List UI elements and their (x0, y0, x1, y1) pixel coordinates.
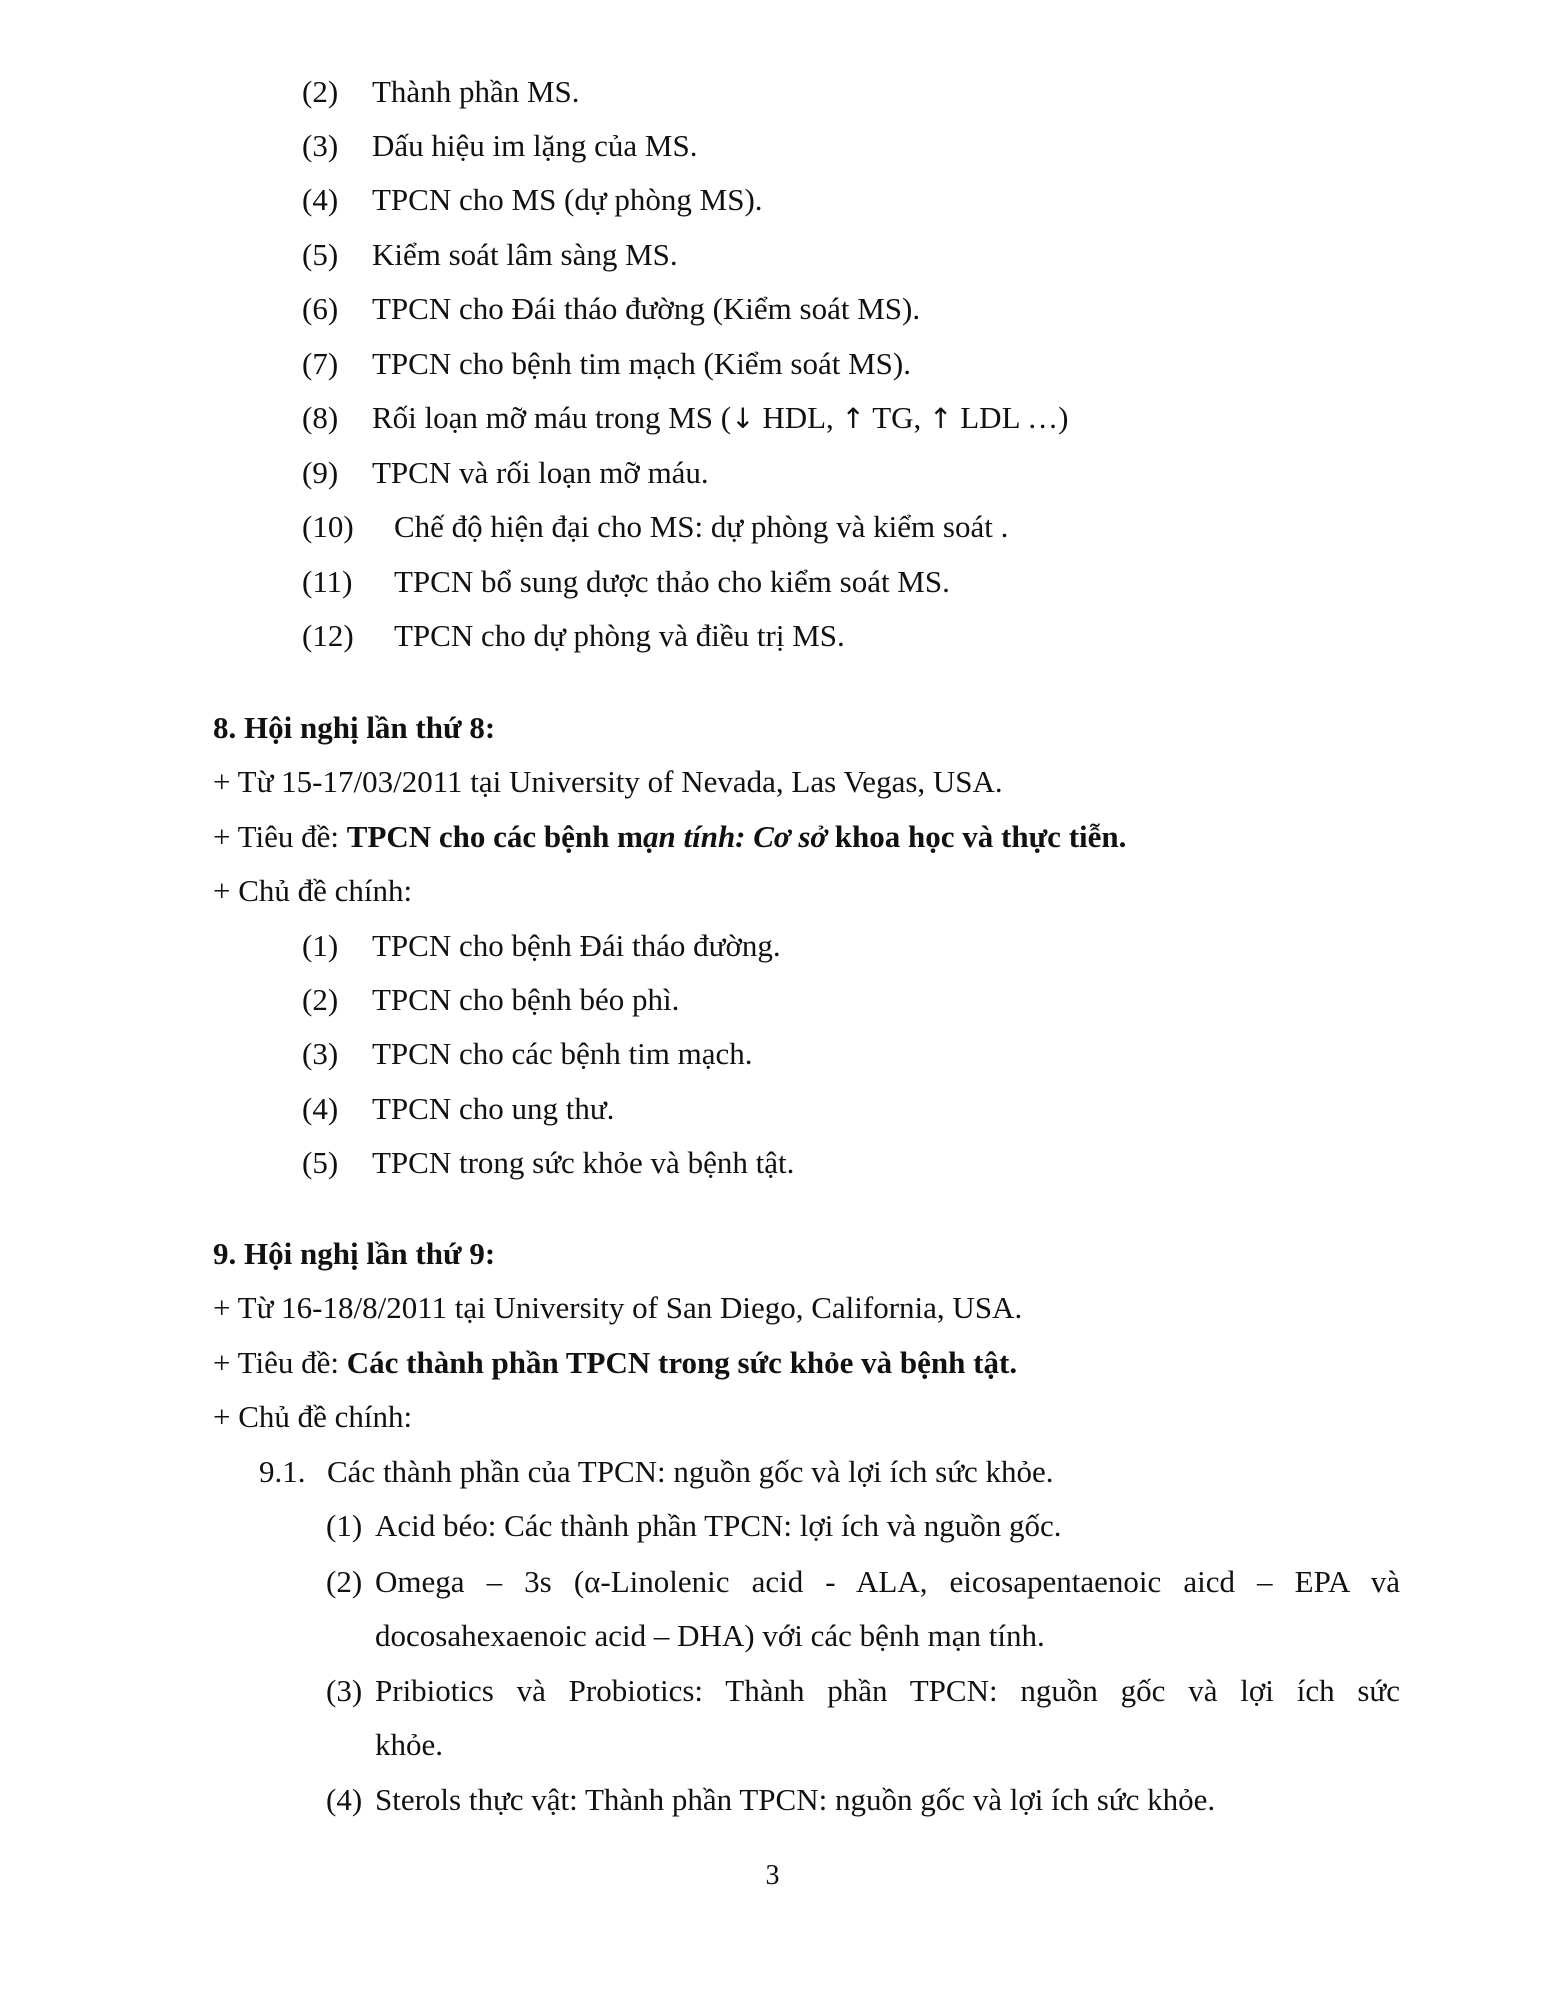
list-item (302, 126, 697, 166)
item-number: (4) (326, 1782, 363, 1817)
item-number: (8) (302, 400, 339, 435)
item-number: (3) (302, 128, 339, 163)
item-number: (11) (302, 564, 353, 599)
item-number: (1) (326, 1508, 363, 1543)
item-text: Acid béo: Các thành phần TPCN: lợi ích và nguồn gốc. (375, 1508, 1062, 1543)
item-text: TPCN cho dự phòng và điều trị MS. (394, 618, 845, 653)
item-text: Dấu hiệu im lặng của MS. (372, 128, 698, 163)
item-number: (1) (302, 928, 339, 963)
item-text: Rối loạn mỡ máu trong MS ( (372, 400, 732, 435)
list-item (302, 453, 709, 493)
item-number: (6) (302, 291, 339, 326)
list-item (302, 344, 911, 384)
list-item (302, 562, 950, 602)
section-9-date: + Từ 16-18/8/2011 tại University of San Diego, California, USA. (213, 1290, 1023, 1325)
item-text: Omega – 3s (α-Linolenic acid - ALA, eicosapentaenoic aicd – EPA và (375, 1564, 1400, 1599)
item-number: (4) (302, 1091, 339, 1126)
title-text: ạn tính: Cơ sở (642, 819, 828, 854)
list-item (326, 1506, 1062, 1546)
list-item (302, 1034, 753, 1074)
item-text: TPCN cho các bệnh tim mạch. (372, 1036, 753, 1071)
section-8-title (213, 817, 1126, 857)
item-number: (5) (302, 1145, 339, 1180)
list-item (302, 616, 845, 656)
subsection-9-1 (259, 1452, 1054, 1492)
item-text: TPCN trong sức khỏe và bệnh tật. (372, 1145, 795, 1180)
title-text: khoa học và thực tiễn. (827, 819, 1127, 854)
section-9-heading: 9. Hội nghị lần thứ 9: (213, 1236, 496, 1271)
arrow-up-icon: ↑ (841, 402, 866, 435)
title-text: Các thành phần TPCN trong sức khỏe và bệnh tật. (346, 1345, 1018, 1380)
list-item (302, 926, 781, 966)
page-number: 3 (765, 1860, 780, 1891)
list-item (302, 180, 763, 220)
item-number: (12) (302, 618, 354, 653)
list-item (326, 1780, 1215, 1820)
list-item (326, 1562, 1400, 1602)
item-text: Chế độ hiện đại cho MS: dự phòng và kiểm soát . (394, 509, 1009, 544)
item-text: LDL …) (952, 400, 1069, 435)
subsection-text: Các thành phần của TPCN: nguồn gốc và lợi ích sức khỏe. (327, 1454, 1054, 1489)
arrow-down-icon: ↓ (731, 402, 755, 435)
item-number: (3) (302, 1036, 339, 1071)
list-item (326, 1671, 1400, 1711)
item-text: TPCN cho bệnh Đái tháo đường. (372, 928, 781, 963)
title-label: + Tiêu đề: (213, 1345, 347, 1380)
list-item-continuation: khỏe. (375, 1727, 444, 1762)
list-item (302, 235, 678, 275)
list-item (302, 1089, 614, 1129)
list-item (302, 398, 1068, 439)
item-text: Sterols thực vật: Thành phần TPCN: nguồn gốc và lợi ích sức khỏe. (375, 1782, 1216, 1817)
item-number: (4) (302, 182, 339, 217)
item-number: (2) (326, 1564, 363, 1599)
list-item (302, 507, 1008, 547)
item-text: TPCN bổ sung dược thảo cho kiểm soát MS. (394, 564, 950, 599)
item-text: TPCN cho Đái tháo đường (Kiểm soát MS). (372, 291, 921, 326)
arrow-up-icon: ↑ (929, 402, 953, 435)
section-9-title (213, 1343, 1017, 1383)
item-number: (3) (326, 1673, 363, 1708)
item-number: (9) (302, 455, 339, 490)
item-text: TPCN cho MS (dự phòng MS). (372, 182, 763, 217)
item-text: Thành phần MS. (372, 74, 580, 109)
title-text: TPCN cho các bệnh m (346, 819, 643, 854)
subsection-number: 9.1. (259, 1454, 306, 1489)
section-9-topics-label: + Chủ đề chính: (213, 1399, 413, 1434)
item-number: (2) (302, 982, 339, 1017)
item-text: TPCN và rối loạn mỡ máu. (372, 455, 709, 490)
list-item (302, 1143, 794, 1183)
list-item (302, 72, 580, 112)
item-number: (5) (302, 237, 339, 272)
list-item-continuation: docosahexaenoic acid – DHA) với các bệnh mạn tính. (375, 1618, 1045, 1653)
title-label: + Tiêu đề: (213, 819, 347, 854)
item-number: (10) (302, 509, 354, 544)
item-text: HDL, (754, 400, 842, 435)
list-item (302, 289, 920, 329)
item-text: TPCN cho ung thư. (372, 1091, 615, 1126)
item-text: Pribiotics và Probiotics: Thành phần TPCN: nguồn gốc và lợi ích sức (375, 1673, 1400, 1708)
item-text: TG, (865, 400, 930, 435)
item-number: (7) (302, 346, 339, 381)
section-8-heading: 8. Hội nghị lần thứ 8: (213, 710, 496, 745)
item-text: TPCN cho bệnh tim mạch (Kiểm soát MS). (372, 346, 911, 381)
section-8-date: + Từ 15-17/03/2011 tại University of Nevada, Las Vegas, USA. (213, 764, 1003, 799)
item-text: TPCN cho bệnh béo phì. (372, 982, 680, 1017)
section-8-topics-label: + Chủ đề chính: (213, 873, 413, 908)
item-text: Kiểm soát lâm sàng MS. (372, 237, 678, 272)
list-item (302, 980, 679, 1020)
item-number: (2) (302, 74, 339, 109)
